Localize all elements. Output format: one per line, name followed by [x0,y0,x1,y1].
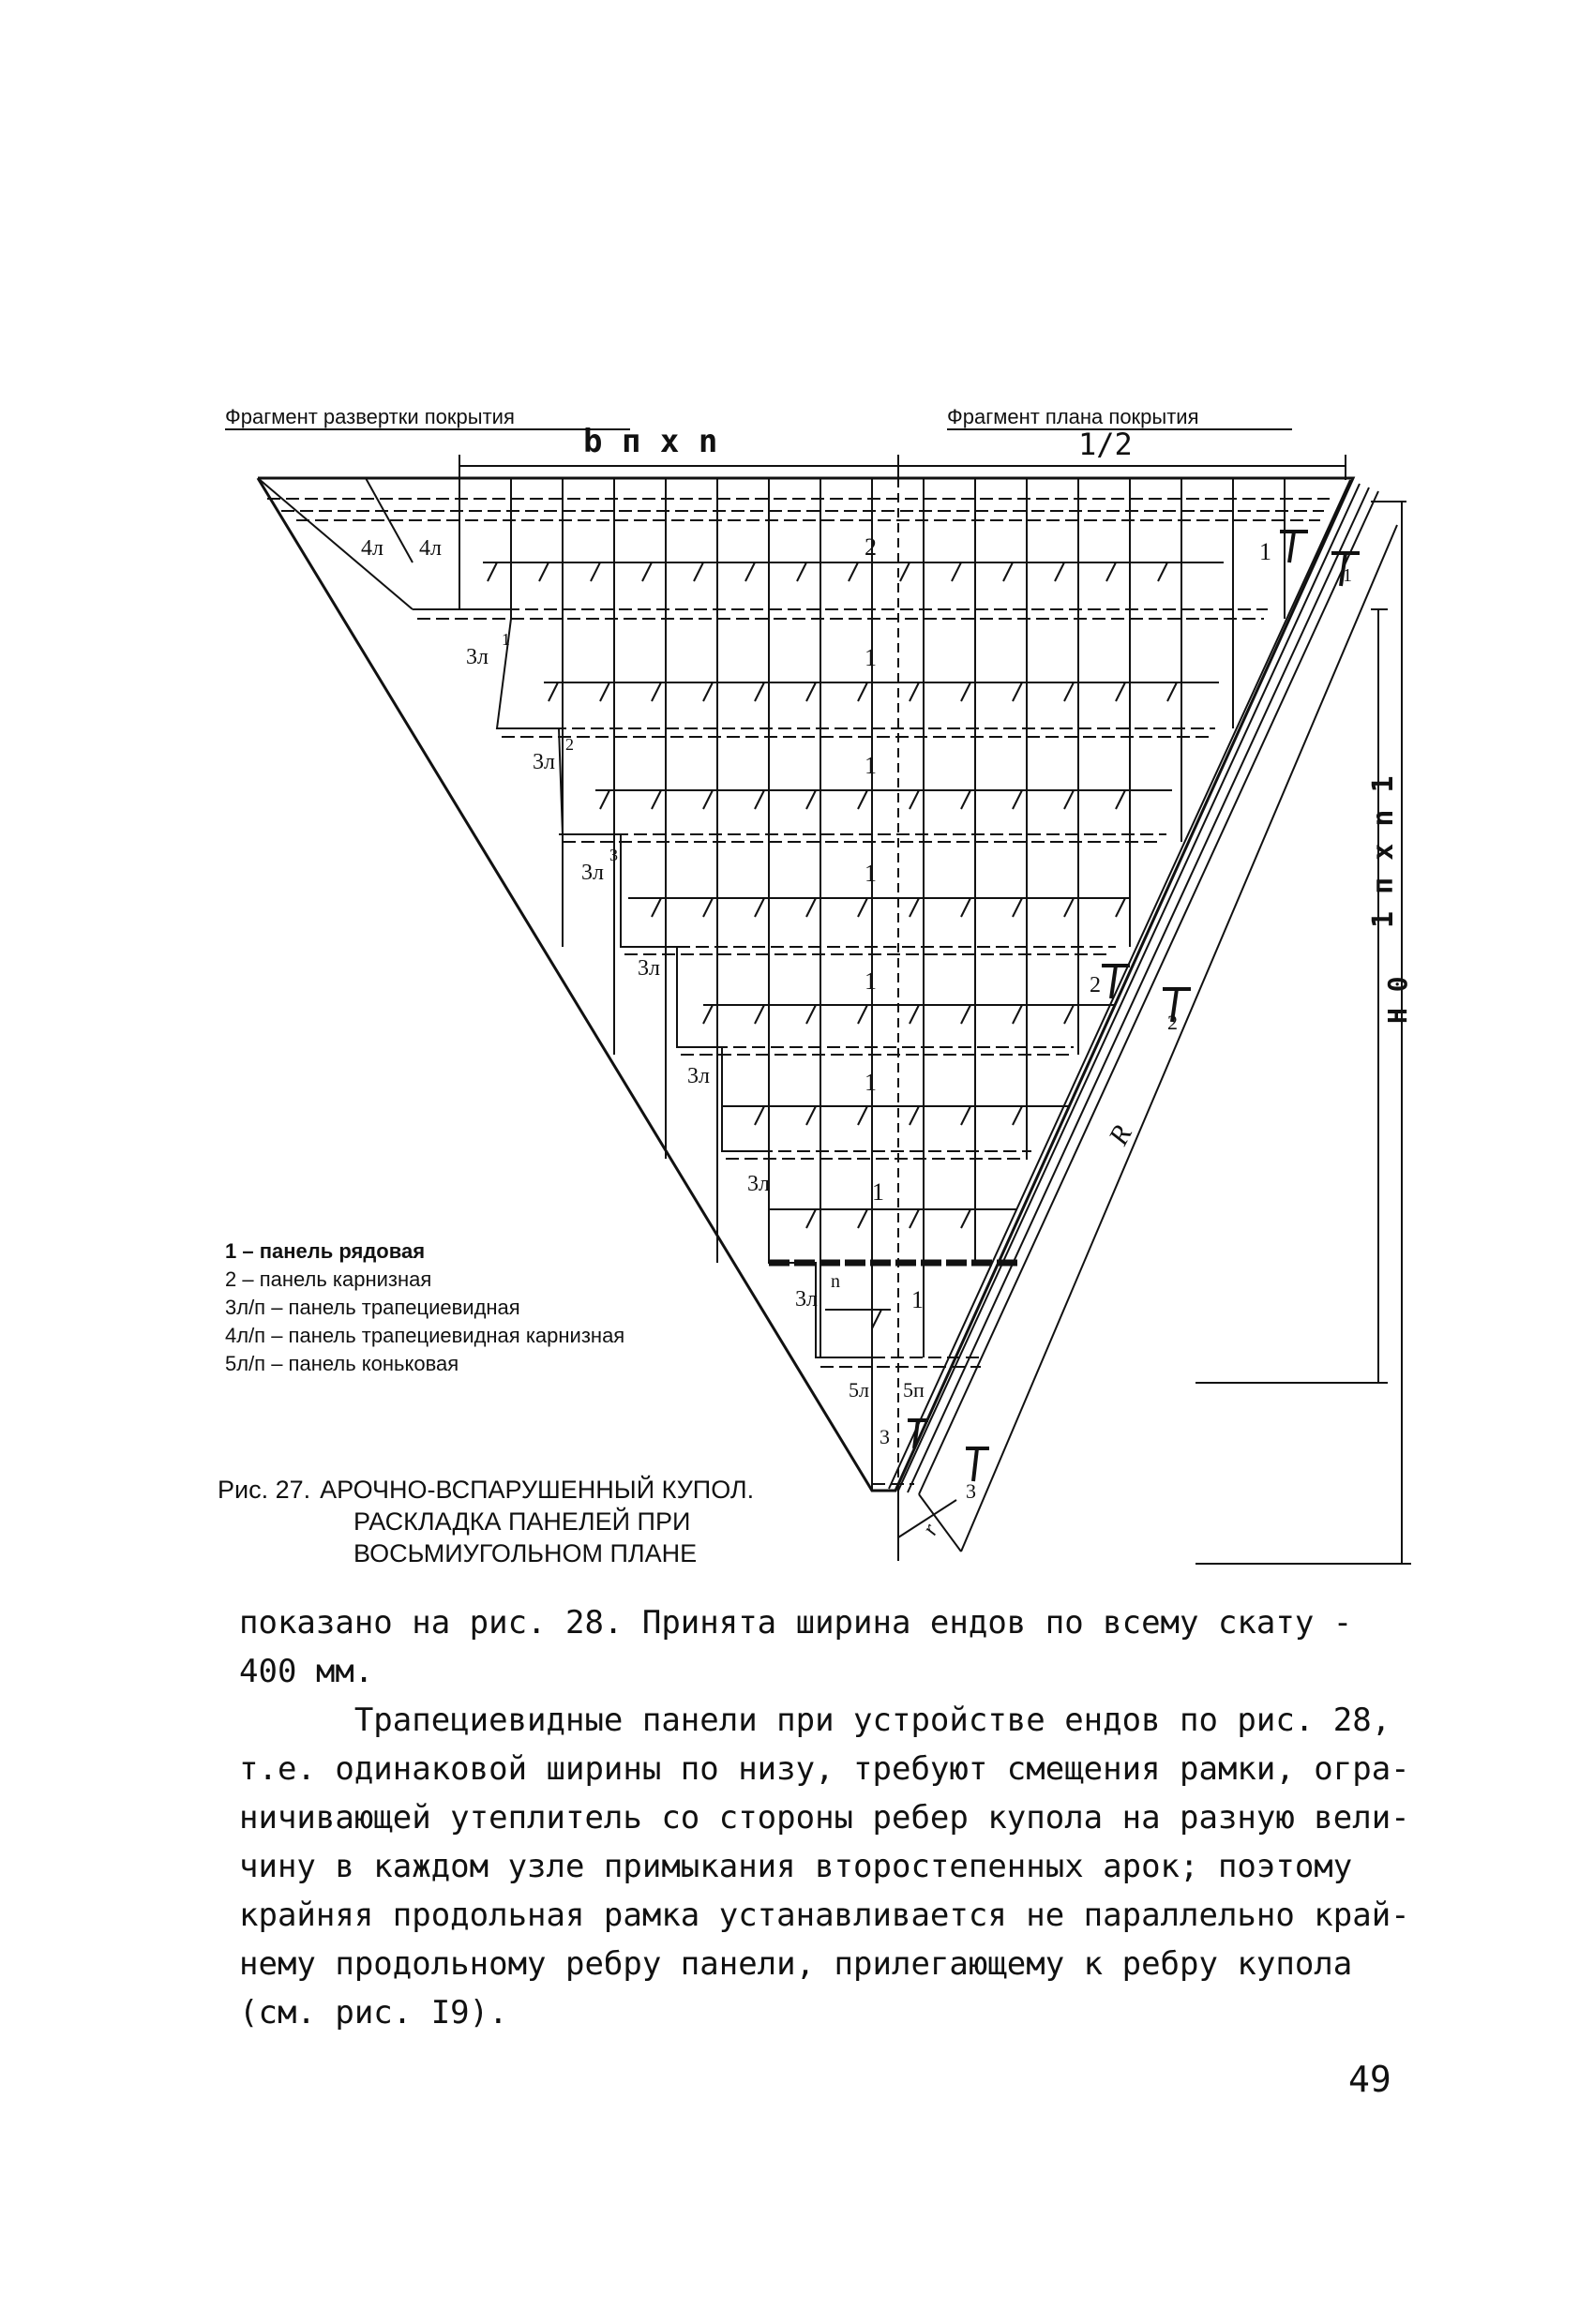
right-header: Фрагмент плана покрытия [947,405,1199,428]
label-1-row6: 1 [872,1178,884,1206]
body-paragraph [239,1598,1410,2037]
label-3l-row4: 3л [638,956,660,981]
label-2-top: 2 [865,533,877,561]
rib-label-2: 2 [1167,1011,1178,1034]
figure-legend [225,1237,806,1378]
label-3l-n: 3л [795,1287,818,1312]
left-header: Фрагмент развертки покрытия [225,405,515,428]
body-line: (см. рис. I9). [239,1994,508,2032]
body-line: показано на рис. 28. Принята ширина ендов по всему скату - [239,1604,1353,1642]
label-1-row4: 1 [865,967,877,995]
body-line: нему продольному ребру панели, прилегающему к ребру купола [239,1945,1353,1983]
label-5p: 5п [903,1378,925,1402]
label-3l-row2: 3л [533,750,555,774]
half-label: 1/2 [1078,427,1133,462]
label-3l-row3: 3л [581,861,604,885]
legend-item: 2 – панель карнизная [225,1267,432,1291]
height-label: H 0 [1382,976,1413,1024]
right-dimension-label: 1 п x n 1 [1367,775,1400,928]
label-1-row2: 1 [865,752,877,779]
caption-line-1: АРОЧНО-ВСПАРУШЕННЫЙ КУПОЛ. [320,1476,755,1504]
figure-caption [218,1474,893,1569]
label-1-row3: 1 [865,860,877,887]
page-number: 49 [1348,2059,1391,2100]
label-1-row1: 1 [865,644,877,671]
body-line: 400 мм. [239,1653,374,1690]
caption-line-2: РАСКЛАДКА ПАНЕЛЕЙ ПРИ [353,1507,691,1536]
label-3l-row2-sup: 2 [565,735,574,754]
label-3l-row1-sup: 1 [502,630,510,649]
label-3l-row1: 3л [466,645,489,669]
hatch-ticks [488,562,1177,1328]
label-3-bottom: 3 [880,1425,890,1448]
hatch-marks [483,562,1224,1310]
body-line: т.е. одинаковой ширины по низу, требуют смещения рамки, огра- [239,1750,1410,1788]
label-1-top-right: 1 [1259,538,1271,565]
label-3l-row5: 3л [687,1064,710,1088]
label-5l: 5л [849,1378,869,1402]
legend-item: 5л/п – панель коньковая [225,1352,459,1375]
label-3l-n-sup: n [831,1271,840,1292]
label-3l-row6: 3л [747,1172,770,1196]
rib-label-3: 3 [966,1479,976,1503]
radius-label: R [1103,1120,1138,1150]
body-line: чину в каждом узле примыкания второстепенных арок; поэтому [239,1848,1353,1885]
rib-label-1: 1 [1343,565,1352,586]
width-label: r [917,1520,944,1539]
top-dimension-label: b п x n [583,423,718,460]
label-4l-b: 4л [419,536,442,561]
body-line: ничивающей утеплитель со стороны ребер купола на разную вели- [239,1799,1410,1837]
caption-line-3: ВОСЬМИУГОЛЬНОМ ПЛАНЕ [353,1539,698,1567]
body-line: Трапециевидные панели при устройстве ендов по рис. 28, [239,1702,1391,1739]
label-4l-a: 4л [361,536,383,561]
right-dimensions [1196,502,1411,1564]
label-2-row4: 2 [1090,973,1101,997]
label-1-row7: 1 [911,1286,924,1313]
legend-item: 1 – панель рядовая [225,1239,426,1263]
label-3l-row3-sup: 3 [609,846,618,864]
legend-item: 4л/п – панель трапециевидная карнизная [225,1324,625,1347]
label-1-row5: 1 [865,1069,877,1096]
caption-number: Рис. 27. [218,1476,311,1504]
body-line: крайняя продольная рамка устанавливается не параллельно край- [239,1897,1410,1934]
dome-rib-lines [889,480,1397,1561]
legend-item: 3л/п – панель трапециевидная [225,1296,520,1319]
